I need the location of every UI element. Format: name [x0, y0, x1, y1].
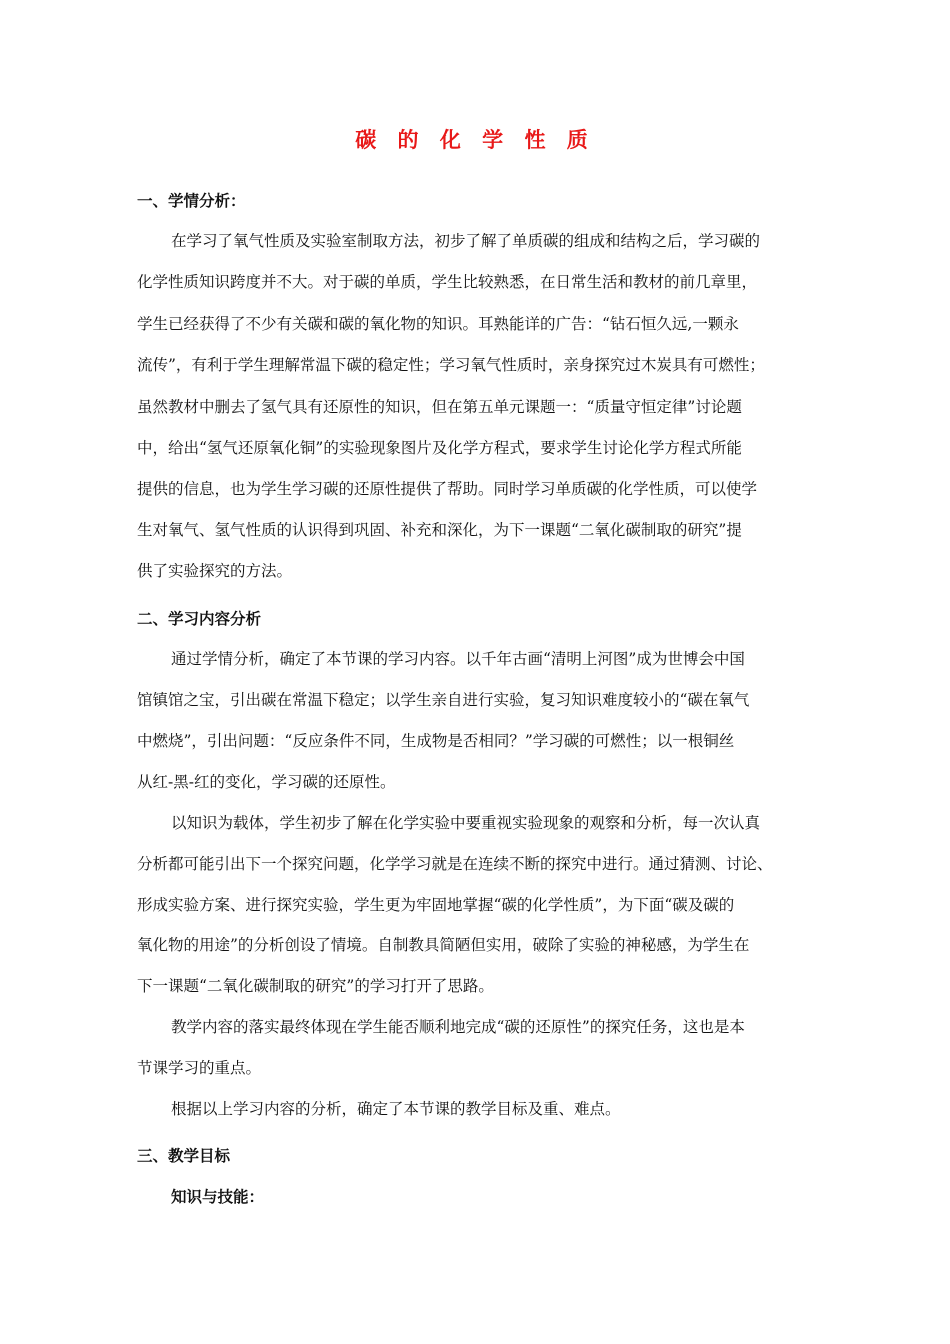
document-title: 碳 的 化 学 性 质	[355, 128, 595, 152]
subheading-knowledge-skills: 知识与技能：	[171, 1188, 265, 1206]
paragraph-line: 教学内容的落实最终体现在学生能否顺利地完成“碳的还原性”的探究任务，这也是本	[171, 1018, 745, 1036]
paragraph-line: 供了实验探究的方法。	[137, 562, 293, 580]
paragraph-line: 下一课题“二氧化碳制取的研究”的学习打开了思路。	[137, 977, 494, 995]
section-heading-teaching-goals: 三、教学目标	[137, 1147, 231, 1165]
paragraph-line: 形成实验方案、进行探究实验，学生更为牢固地掌握“碳的化学性质”，为下面“碳及碳的	[137, 896, 735, 914]
paragraph-line: 氧化物的用途”的分析创设了情境。自制教具简陋但实用，破除了实验的神秘感，为学生在	[137, 936, 750, 954]
section-heading-content-analysis: 二、学习内容分析	[137, 610, 262, 628]
section-heading-learning-analysis: 一、学情分析：	[137, 192, 246, 210]
paragraph-line: 提供的信息，也为学生学习碳的还原性提供了帮助。同时学习单质碳的化学性质，可以使学	[137, 480, 758, 498]
paragraph-line: 节课学习的重点。	[137, 1059, 262, 1077]
paragraph-line: 根据以上学习内容的分析，确定了本节课的教学目标及重、难点。	[171, 1100, 621, 1118]
paragraph-line: 化学性质知识跨度并不大。对于碳的单质，学生比较熟悉，在日常生活和教材的前几章里，	[137, 273, 758, 291]
paragraph-line: 在学习了氧气性质及实验室制取方法，初步了解了单质碳的组成和结构之后，学习碳的	[171, 232, 761, 250]
paragraph-line: 中燃烧”，引出问题：“反应条件不同，生成物是否相同？”学习碳的可燃性；以一根铜丝	[137, 732, 735, 750]
paragraph-line: 虽然教材中删去了氢气具有还原性的知识，但在第五单元课题一：“质量守恒定律”讨论题	[137, 398, 742, 416]
paragraph-line: 学生已经获得了不少有关碳和碳的氧化物的知识。耳熟能详的广告：“钻石恒久远,一颗永	[137, 315, 739, 333]
paragraph-line: 通过学情分析，确定了本节课的学习内容。以千年古画“清明上河图”成为世博会中国	[171, 650, 745, 668]
paragraph-line: 馆镇馆之宝，引出碳在常温下稳定；以学生亲自进行实验，复习知识难度较小的“碳在氧气	[137, 691, 750, 709]
paragraph-line: 从红-黑-红的变化，学习碳的还原性。	[137, 773, 396, 791]
paragraph-line: 以知识为载体，学生初步了解在化学实验中要重视实验现象的观察和分析，每一次认真	[171, 814, 761, 832]
paragraph-line: 流传”，有利于学生理解常温下碳的稳定性；学习氧气性质时，亲身探究过木炭具有可燃性；	[137, 356, 765, 374]
paragraph-line: 中，给出“氢气还原氧化铜”的实验现象图片及化学方程式，要求学生讨论化学方程式所能	[137, 439, 742, 457]
paragraph-line: 生对氧气、氢气性质的认识得到巩固、补充和深化，为下一课题“二氧化碳制取的研究”提	[137, 521, 742, 539]
paragraph-line: 分析都可能引出下一个探究问题，化学学习就是在连续不断的探究中进行。通过猜测、讨论、	[137, 855, 773, 873]
